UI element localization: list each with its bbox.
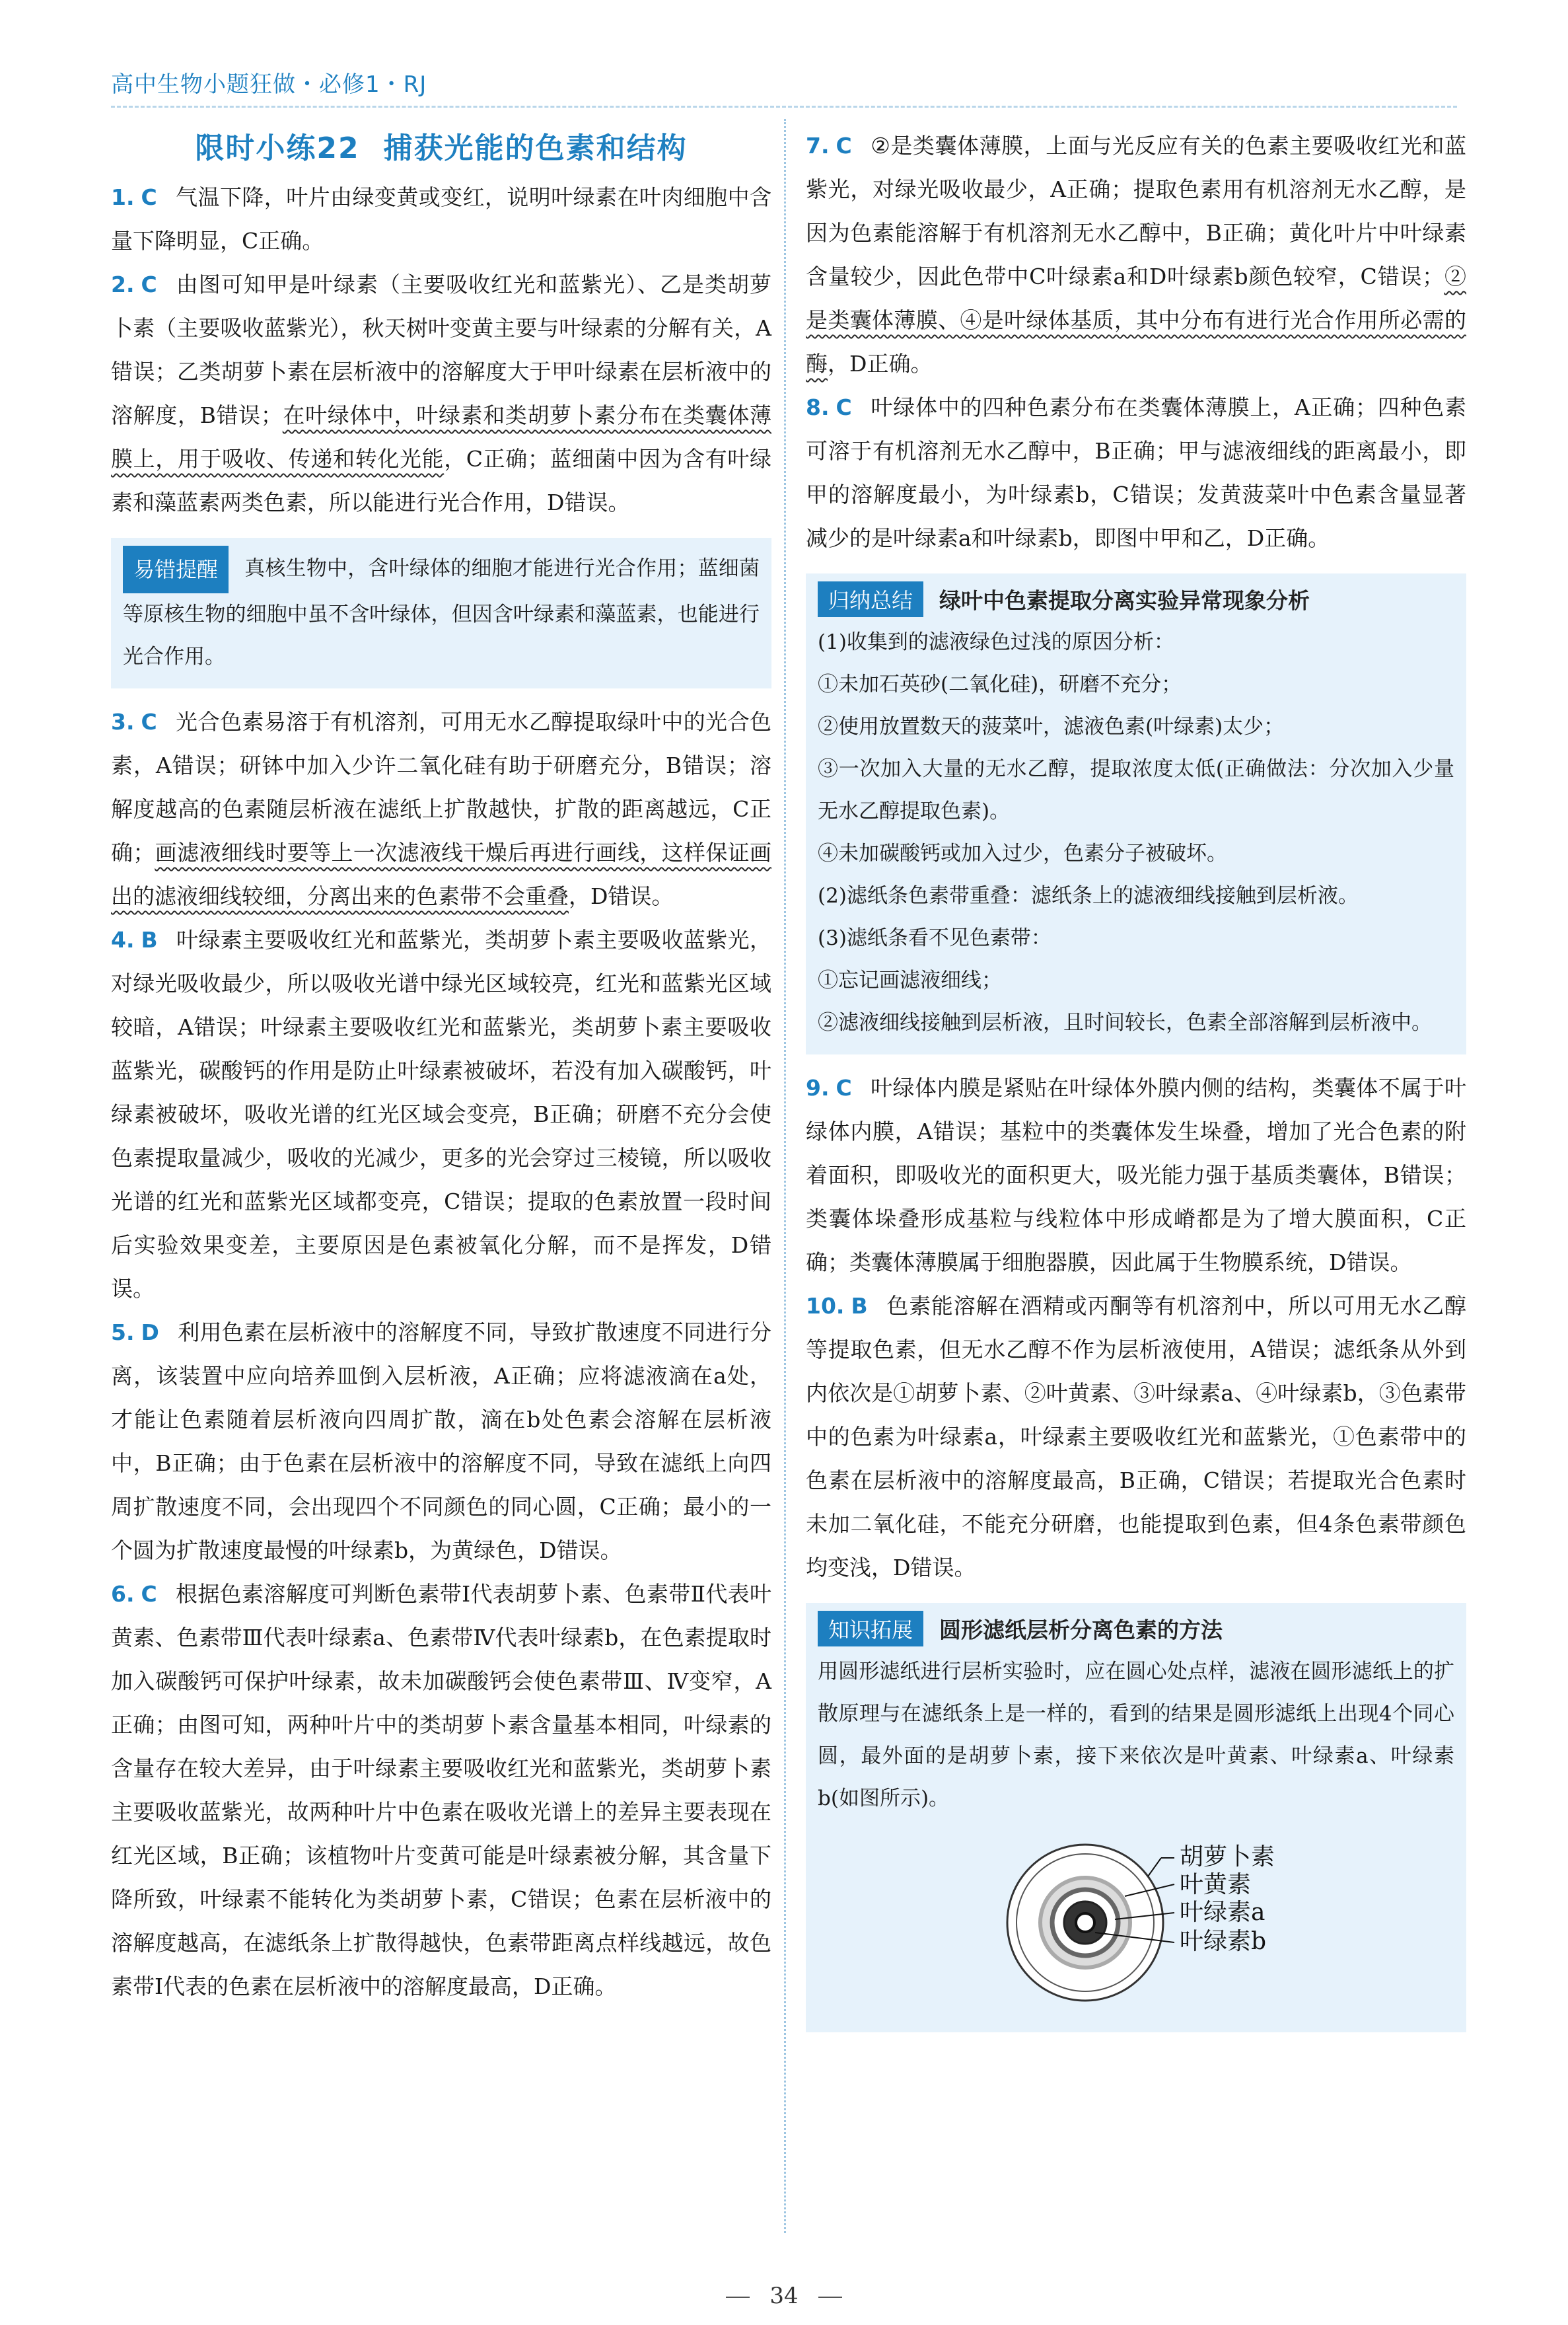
summary-line: (3)滤纸条看不见色素带： — [818, 926, 1051, 950]
explanation-text: 叶绿体内膜是紧贴在叶绿体外膜内侧的结构，类囊体不属于叶绿体内膜，A错误；基粒中的类囊体发生垛叠，增加了光合色素的附着面积，即吸收光的面积更大，吸光能力强于基质类囊体，B错误；类囊体垛叠形成基粒与线粒体中形成嵴都是为了增大膜面积，C正确；类囊体薄膜属于细胞器膜，因此属于生物膜系统，D错误。 — [806, 1075, 1466, 1275]
section-title — [111, 124, 771, 166]
answer-list — [111, 700, 771, 2009]
tip-text: 真核生物中，含叶绿体的细胞才能进行光合作用；蓝细菌等原核生物的细胞中虽不含叶绿体，但因含叶绿素和藻蓝素，也能进行光合作用。 — [123, 556, 760, 669]
center-spot — [1076, 1913, 1094, 1932]
answer-list — [111, 176, 771, 525]
summary-body — [818, 621, 1454, 1044]
question-number: 4. — [111, 927, 135, 953]
question-number: 6. — [111, 1581, 135, 1607]
summary-line: ③一次加入大量的无水乙醇，提取浓度太低(正确做法：分次加入少量无水乙醇提取色素)。 — [818, 757, 1454, 823]
answer-list — [806, 124, 1466, 560]
answer-choice: B — [851, 1293, 868, 1319]
summary-line: ④未加碳酸钙或加入过少，色素分子被破坏。 — [818, 842, 1227, 866]
answer-item — [806, 1284, 1466, 1590]
answer-item — [111, 263, 771, 525]
answer-choice: D — [141, 1319, 159, 1345]
right-column — [806, 124, 1466, 2044]
summary-heading: 绿叶中色素提取分离实验异常现象分析 — [939, 587, 1310, 614]
page-number: 34 — [0, 2283, 1568, 2309]
answer-choice: C — [836, 133, 852, 159]
summary-line: ①忘记画滤液细线； — [818, 969, 1002, 992]
section-number: 限时小练22 — [195, 131, 360, 165]
explanation-text: 叶绿素主要吸收红光和蓝紫光，类胡萝卜素主要吸收蓝紫光，对绿光吸收最少，所以吸收光谱中绿光区域较亮，红光和蓝紫光区域较暗，A错误；叶绿素主要吸收红光和蓝紫光，类胡萝卜素主要吸收蓝紫光，碳酸钙的作用是防止叶绿素被破坏，若没有加入碳酸钙，叶绿素被破坏，吸收光谱的红光区域会变亮，B正确；研磨不充分会使色素提取量减少，吸收的光减少，更多的光会穿过三棱镜，所以吸收光谱的红光和蓝紫光区域都变亮，C错误；提取的色素放置一段时间后实验效果变差，主要原因是色素被氧化分解，而不是挥发，D错误。 — [111, 927, 771, 1302]
label-xanthophyll: 叶黄素 — [1180, 1871, 1252, 1898]
answer-choice: B — [141, 927, 158, 953]
explanation-text: 由图可知甲是叶绿素（主要吸收红光和蓝紫光）、乙是类胡萝卜素（主要吸收蓝紫光），秋天树叶变黄主要与叶绿素的分解有关，A错误；乙类胡萝卜素在层析液中的溶解度大于甲叶绿素在层析液中的溶解度，B错误； — [111, 272, 771, 428]
question-number: 1. — [111, 184, 135, 210]
column-divider — [784, 119, 786, 2233]
question-number: 9. — [806, 1075, 830, 1101]
concentric-circles-diagram — [818, 1824, 1452, 2022]
question-number: 3. — [111, 709, 135, 735]
summary-label: 归纳总结 — [818, 581, 923, 617]
question-number: 8. — [806, 394, 830, 420]
circle-chromatography-figure — [818, 1824, 1454, 2022]
extend-heading: 圆形滤纸层析分离色素的方法 — [939, 1617, 1223, 1643]
answer-choice: C — [836, 1075, 852, 1101]
answer-item — [111, 1311, 771, 1572]
extend-text: 用圆形滤纸进行层析实验时，应在圆心处点样，滤液在圆形滤纸上的扩散原理与在滤纸条上是一样的，看到的结果是圆形滤纸上出现4个同心圆，最外面的是胡萝卜素，接下来依次是叶黄素、叶绿素a、叶绿素b(如图所示)。 — [818, 1660, 1454, 1810]
question-number: 2. — [111, 272, 135, 297]
answer-item — [111, 1572, 771, 2009]
answer-choice: C — [141, 272, 157, 297]
answer-item — [806, 124, 1466, 386]
answer-choice: C — [836, 394, 852, 420]
explanation-text: 色素能溶解在酒精或丙酮等有机溶剂中，所以可用无水乙醇等提取色素，但无水乙醇不作为层析液使用，A错误；滤纸条从外到内依次是①胡萝卜素、②叶黄素、③叶绿素a、④叶绿素b，③色素带中的色素为叶绿素a，叶绿素主要吸收红光和蓝紫光，①色素带中的色素在层析液中的溶解度最高，B正确，C错误；若提取光合色素时未加二氧化硅，不能充分研磨，也能提取到色素，但4条色素带颜色均变浅，D错误。 — [806, 1293, 1466, 1580]
explanation-text: 气温下降，叶片由绿变黄或变红，说明叶绿素在叶肉细胞中含量下降明显，C正确。 — [111, 184, 771, 254]
explanation-text: 叶绿体中的四种色素分布在类囊体薄膜上，A正确；四种色素可溶于有机溶剂无水乙醇中，B正确；甲与滤液细线的距离最小，即甲的溶解度最小，为叶绿素b，C错误；发黄菠菜叶中色素含量显著减少的是叶绿素a和叶绿素b，即图中甲和乙，D正确。 — [806, 394, 1466, 551]
question-number: 7. — [806, 133, 830, 159]
header-divider — [111, 106, 1457, 108]
explanation-text: ，D错误。 — [569, 883, 674, 909]
summary-line: ②滤液细线接触到层析液，且时间较长，色素全部溶解到层析液中。 — [818, 1011, 1432, 1035]
question-number: 10. — [806, 1293, 845, 1319]
answer-item — [111, 700, 771, 918]
summary-line: (1)收集到的滤液绿色过浅的原因分析： — [818, 630, 1174, 654]
summary-line: ②使用放置数天的菠菜叶，滤液色素(叶绿素)太少； — [818, 715, 1285, 739]
answer-item — [806, 1066, 1466, 1284]
extend-box — [806, 1603, 1466, 2032]
label-chlorophyll-a: 叶绿素a — [1180, 1899, 1265, 1926]
summary-line: (2)滤纸条色素带重叠：滤纸条上的滤液细线接触到层析液。 — [818, 884, 1359, 908]
explanation-text: 根据色素溶解度可判断色素带Ⅰ代表胡萝卜素、色素带Ⅱ代表叶黄素、色素带Ⅲ代表叶绿素a、色素带Ⅳ代表叶绿素b，在色素提取时加入碳酸钙可保护叶绿素，故未加碳酸钙会使色素带Ⅲ、Ⅳ变窄，A正确；由图可知，两种叶片中的类胡萝卜素含量基本相同，叶绿素的含量存在较大差异，由于叶绿素主要吸收红光和蓝紫光，类胡萝卜素主要吸收蓝紫光，故两种叶片中色素在吸收光谱上的差异主要表现在红光区域，B正确；该植物叶片变黄可能是叶绿素被分解，其含量下降所致，叶绿素不能转化为类胡萝卜素，C错误；色素在层析液中的溶解度越高，在滤纸条上扩散得越快，色素带距离点样线越远，故色素带Ⅰ代表的色素在层析液中的溶解度最高，D正确。 — [111, 1581, 771, 1999]
key-point-underlined: 画滤液细线时要等上一次滤液线干燥后再进行画线，这样保证画出的滤液细线较细，分离出来的色素带不会重叠 — [111, 840, 772, 909]
key-point-underlined: ②是类囊体薄膜、④是叶绿体基质，其中分布有进行光合作用所必需的酶 — [806, 264, 1466, 377]
explanation-text: ②是类囊体薄膜，上面与光反应有关的色素主要吸收红光和蓝紫光，对绿光吸收最少，A正确；提取色素用有机溶剂无水乙醇，是因为色素能溶解于有机溶剂无水乙醇中，B正确；黄化叶片中叶绿素含量较少，因此色带中C叶绿素a和D叶绿素b颜色较窄，C错误； — [806, 133, 1466, 289]
extend-label: 知识拓展 — [818, 1611, 923, 1646]
answer-choice: C — [141, 709, 157, 735]
book-title: 高中生物小题狂做・必修1・RJ — [111, 71, 427, 98]
label-chlorophyll-b: 叶绿素b — [1180, 1928, 1267, 1955]
section-name: 捕获光能的色素和结构 — [383, 131, 688, 165]
answer-choice: C — [141, 184, 157, 210]
tip-label: 易错提醒 — [123, 546, 229, 593]
explanation-text: 利用色素在层析液中的溶解度不同，导致扩散速度不同进行分离，该装置中应向培养皿倒入层析液，A正确；应将滤液滴在a处，才能让色素随着层析液向四周扩散，滴在b处色素会溶解在层析液中，B正确；由于色素在层析液中的溶解度不同，导致在滤纸上向四周扩散速度不同，会出现四个不同颜色的同心圆，C正确；最小的一个圆为扩散速度最慢的叶绿素b，为黄绿色，D错误。 — [111, 1319, 771, 1563]
question-number: 5. — [111, 1319, 135, 1345]
explanation-text: ，C正确；蓝细菌中因为含有叶绿素和藻蓝素两类色素，所以能进行光合作用，D错误。 — [111, 446, 772, 515]
answer-item — [806, 386, 1466, 560]
summary-line: ①未加石英砂(二氧化硅)，研磨不充分； — [818, 673, 1182, 696]
answer-list — [806, 1066, 1466, 1590]
left-column — [111, 124, 771, 2009]
label-carotene: 胡萝卜素 — [1180, 1843, 1275, 1870]
answer-item — [111, 176, 771, 263]
tip-box — [111, 538, 771, 688]
summary-box — [806, 573, 1466, 1054]
answer-choice: C — [141, 1581, 157, 1607]
answer-item — [111, 918, 771, 1311]
key-point-underlined: 在叶绿体中，叶绿素和类胡萝卜素分布在类囊体薄膜上，用于吸收、传递和转化光能 — [111, 402, 771, 472]
explanation-text: ，D正确。 — [828, 351, 933, 377]
explanation-text: 光合色素易溶于有机溶剂，可用无水乙醇提取绿叶中的光合色素，A错误；研钵中加入少许二氧化硅有助于研磨充分，B错误；溶解度越高的色素随层析液在滤纸上扩散越快，扩散的距离越远，C正确； — [111, 709, 771, 866]
